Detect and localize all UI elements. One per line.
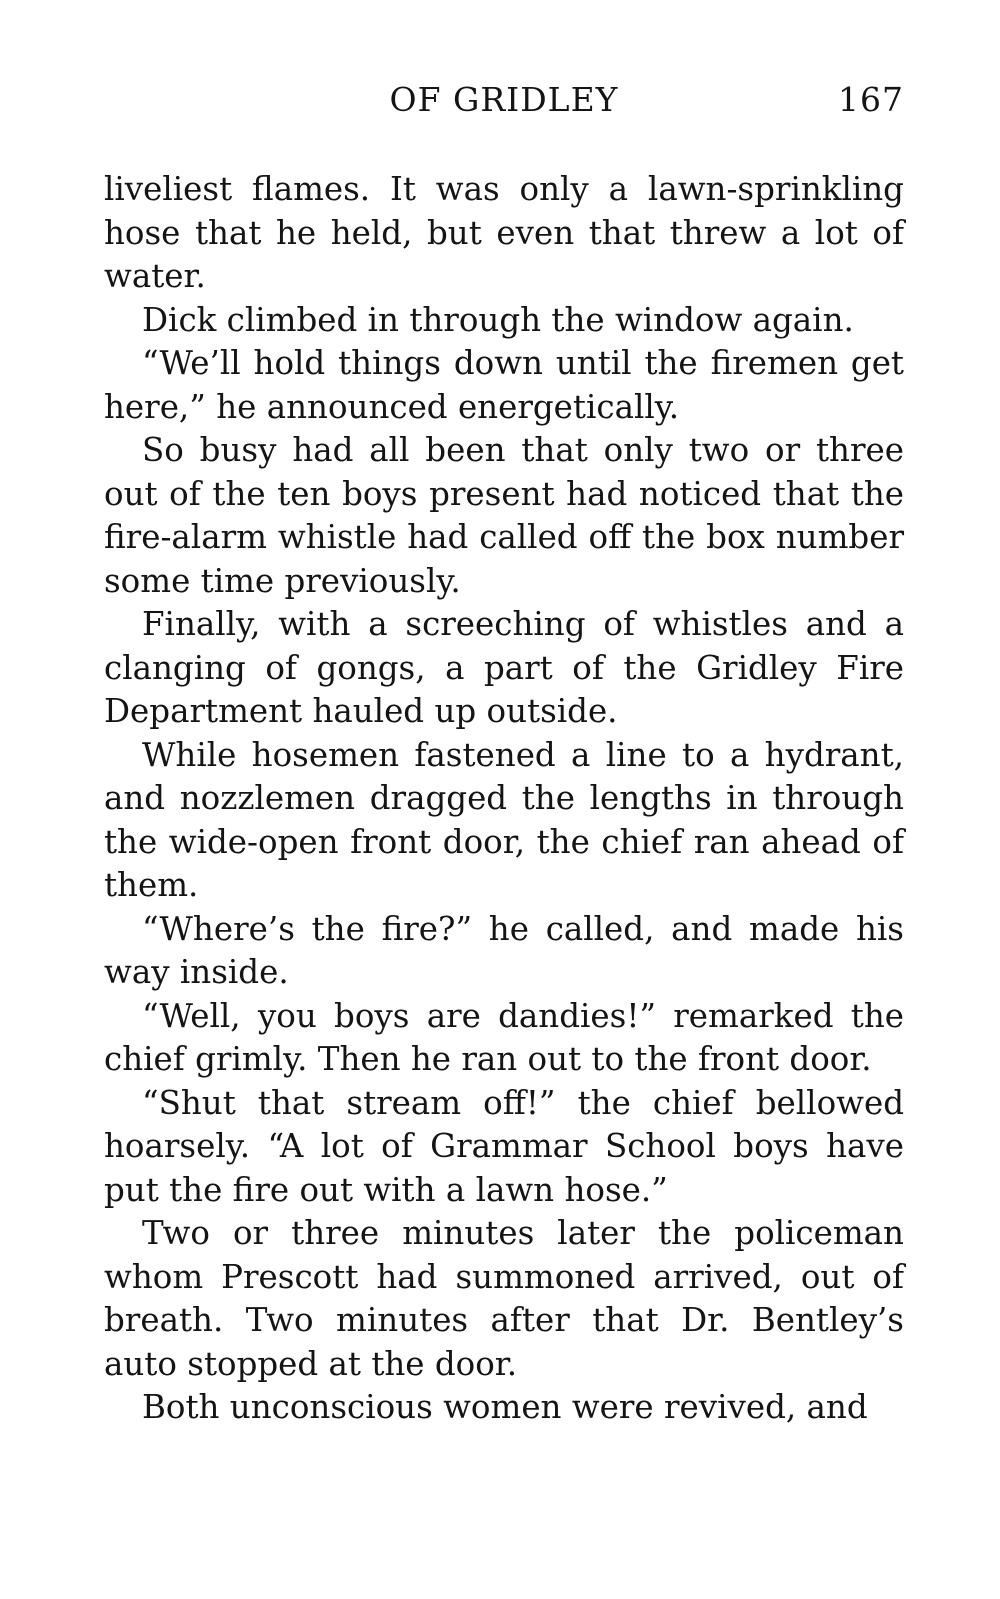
paragraph: Two or three minutes later the policeman whom Prescott had summoned arrived, out of breath. Two minutes after that Dr. Bentley’s auto stopped at the door.	[104, 1214, 904, 1383]
paragraph: Both unconscious women were revived, and	[142, 1388, 868, 1426]
running-header	[104, 72, 904, 132]
body-text	[104, 168, 904, 1430]
paragraph: Finally, with a screeching of whistles and a clanging of gongs, a part of the Gridley Fire Department hauled up outside.	[104, 605, 904, 730]
page-number: 167	[838, 80, 904, 119]
book-page	[104, 72, 904, 1430]
running-title: OF GRIDLEY	[389, 80, 619, 119]
paragraph: “Where’s the fire?” he called, and made his way inside.	[104, 909, 904, 991]
paragraph: “Shut that stream off!” the chief bellowed hoarsely. “A lot of Grammar School boys have put the fire out with a lawn hose.”	[104, 1083, 904, 1209]
paragraph: Dick climbed in through the window again.	[142, 300, 854, 339]
paragraph-continuation: liveliest flames. It was only a lawn-sprinkling hose that he held, but even that threw a lot of water.	[104, 170, 904, 295]
paragraph: While hosemen fastened a line to a hydrant, and nozzlemen dragged the lengths in through the wide-open front door, the chief ran ahead of them.	[104, 735, 904, 904]
paragraph: “Well, you boys are dandies!” remarked the chief grimly. Then he ran out to the front door.	[104, 996, 904, 1078]
paragraph: “We’ll hold things down until the firemen get here,” he announced energetically.	[104, 344, 904, 426]
paragraph: So busy had all been that only two or three out of the ten boys present had noticed that the fire-alarm whistle had called off the box number some time previously.	[104, 431, 904, 600]
